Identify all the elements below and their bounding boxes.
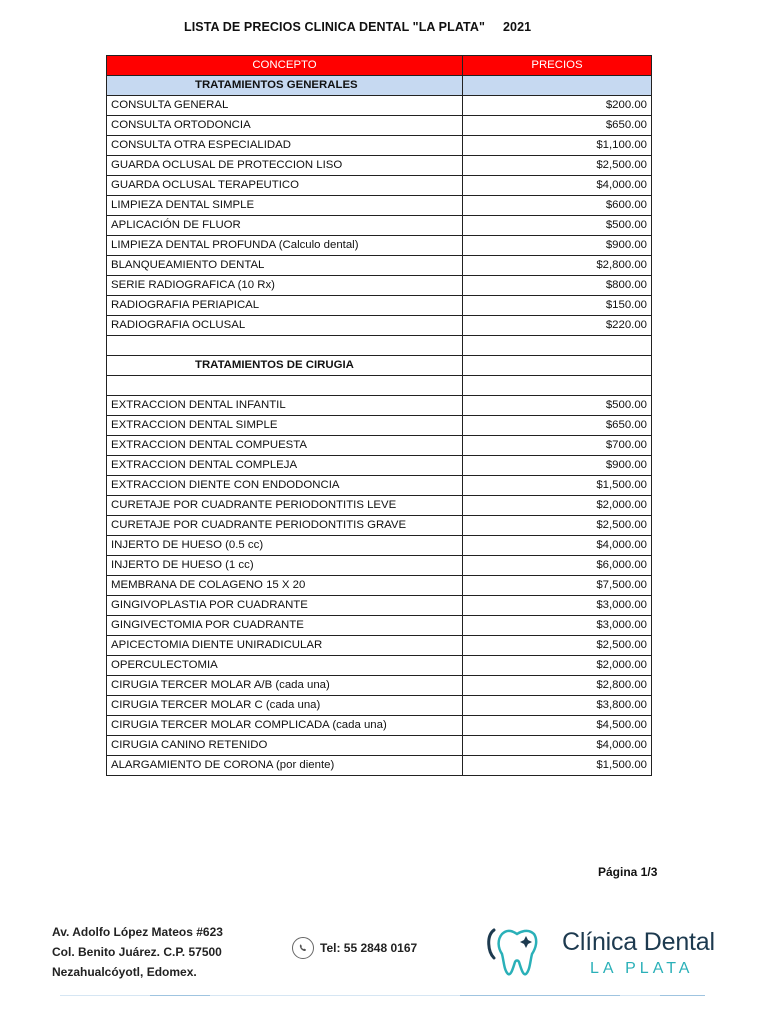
table-row (107, 516, 652, 536)
concept-cell: CIRUGIA CANINO RETENIDO (107, 736, 463, 756)
concept-cell: CONSULTA GENERAL (107, 96, 463, 116)
concept-cell: EXTRACCION DIENTE CON ENDODONCIA (107, 476, 463, 496)
concept-cell: EXTRACCION DENTAL COMPLEJA (107, 456, 463, 476)
price-cell: $2,500.00 (463, 636, 652, 656)
price-cell: $500.00 (463, 216, 652, 236)
table-row (107, 736, 652, 756)
title-year: 2021 (503, 20, 532, 34)
concept-cell: GUARDA OCLUSAL TERAPEUTICO (107, 176, 463, 196)
blank-row (107, 376, 652, 396)
table-row (107, 436, 652, 456)
table-row (107, 176, 652, 196)
table-row (107, 256, 652, 276)
footer-address (52, 922, 223, 982)
section-title-surgery: TRATAMIENTOS DE CIRUGIA (107, 356, 463, 376)
concept-cell: OPERCULECTOMIA (107, 656, 463, 676)
price-cell: $600.00 (463, 196, 652, 216)
concept-cell: CURETAJE POR CUADRANTE PERIODONTITIS LEVE (107, 496, 463, 516)
concept-cell: CURETAJE POR CUADRANTE PERIODONTITIS GRAVE (107, 516, 463, 536)
concept-cell: INJERTO DE HUESO (1 cc) (107, 556, 463, 576)
table-row (107, 476, 652, 496)
price-cell: $7,500.00 (463, 576, 652, 596)
phone-number: Tel: 55 2848 0167 (320, 941, 418, 955)
price-cell: $800.00 (463, 276, 652, 296)
concept-cell: CIRUGIA TERCER MOLAR A/B (cada una) (107, 676, 463, 696)
column-header-concept: CONCEPTO (107, 56, 463, 76)
price-cell: $2,500.00 (463, 516, 652, 536)
concept-cell: LIMPIEZA DENTAL SIMPLE (107, 196, 463, 216)
whatsapp-icon (292, 937, 314, 959)
price-cell: $1,500.00 (463, 756, 652, 776)
concept-cell: RADIOGRAFIA PERIAPICAL (107, 296, 463, 316)
table-row (107, 596, 652, 616)
table-row (107, 656, 652, 676)
concept-cell: CIRUGIA TERCER MOLAR COMPLICADA (cada una) (107, 716, 463, 736)
price-cell: $220.00 (463, 316, 652, 336)
section-row-surgery (107, 356, 652, 376)
table-row (107, 136, 652, 156)
price-cell: $650.00 (463, 416, 652, 436)
concept-cell: EXTRACCION DENTAL SIMPLE (107, 416, 463, 436)
page-number: Página 1/3 (598, 865, 658, 879)
price-cell: $6,000.00 (463, 556, 652, 576)
table-row (107, 456, 652, 476)
concept-cell: CIRUGIA TERCER MOLAR C (cada una) (107, 696, 463, 716)
price-cell: $2,800.00 (463, 256, 652, 276)
concept-cell: ALARGAMIENTO DE CORONA (por diente) (107, 756, 463, 776)
price-cell: $4,500.00 (463, 716, 652, 736)
concept-cell: LIMPIEZA DENTAL PROFUNDA (Calculo dental) (107, 236, 463, 256)
table-row (107, 96, 652, 116)
concept-cell: INJERTO DE HUESO (0.5 cc) (107, 536, 463, 556)
price-cell: $500.00 (463, 396, 652, 416)
address-line: Nezahualcóyotl, Edomex. (52, 965, 197, 979)
price-cell: $900.00 (463, 456, 652, 476)
concept-cell: EXTRACCION DENTAL COMPUESTA (107, 436, 463, 456)
price-cell: $150.00 (463, 296, 652, 316)
table-row (107, 576, 652, 596)
table-row (107, 676, 652, 696)
table-row (107, 616, 652, 636)
price-cell: $4,000.00 (463, 536, 652, 556)
concept-cell: BLANQUEAMIENTO DENTAL (107, 256, 463, 276)
price-cell: $3,000.00 (463, 596, 652, 616)
price-cell: $2,500.00 (463, 156, 652, 176)
section-row-general (107, 76, 652, 96)
clinic-logo (484, 922, 744, 982)
table-row (107, 756, 652, 776)
general-section (107, 76, 652, 336)
table-row (107, 696, 652, 716)
table-row (107, 496, 652, 516)
table-row (107, 316, 652, 336)
price-cell: $1,500.00 (463, 476, 652, 496)
price-cell: $1,100.00 (463, 136, 652, 156)
concept-cell: APICECTOMIA DIENTE UNIRADICULAR (107, 636, 463, 656)
concept-cell: GINGIVOPLASTIA POR CUADRANTE (107, 596, 463, 616)
concept-cell: APLICACIÓN DE FLUOR (107, 216, 463, 236)
table-row (107, 716, 652, 736)
price-cell: $2,000.00 (463, 496, 652, 516)
price-cell: $3,000.00 (463, 616, 652, 636)
column-header-price: PRECIOS (463, 56, 652, 76)
table-row (107, 636, 652, 656)
concept-cell: GINGIVECTOMIA POR CUADRANTE (107, 616, 463, 636)
price-table (106, 55, 652, 776)
footer-phone (292, 937, 417, 959)
address-line: Col. Benito Juárez. C.P. 57500 (52, 945, 222, 959)
table-row (107, 536, 652, 556)
table-header-row (107, 56, 652, 76)
table-row (107, 196, 652, 216)
table-row (107, 236, 652, 256)
price-cell: $4,000.00 (463, 176, 652, 196)
price-cell: $700.00 (463, 436, 652, 456)
surgery-section (107, 336, 652, 776)
tooth-logo-icon (484, 922, 550, 980)
price-cell: $900.00 (463, 236, 652, 256)
price-cell: $3,800.00 (463, 696, 652, 716)
brand-name: Clínica Dental (562, 928, 715, 956)
concept-cell: SERIE RADIOGRAFICA (10 Rx) (107, 276, 463, 296)
concept-cell: CONSULTA ORTODONCIA (107, 116, 463, 136)
price-cell: $2,800.00 (463, 676, 652, 696)
concept-cell: MEMBRANA DE COLAGENO 15 X 20 (107, 576, 463, 596)
concept-cell: GUARDA OCLUSAL DE PROTECCION LISO (107, 156, 463, 176)
price-cell: $4,000.00 (463, 736, 652, 756)
section-title-general: TRATAMIENTOS GENERALES (107, 76, 463, 96)
blank-row (107, 336, 652, 356)
concept-cell: CONSULTA OTRA ESPECIALIDAD (107, 136, 463, 156)
table-row (107, 216, 652, 236)
footer-divider (60, 995, 705, 996)
table-row (107, 396, 652, 416)
address-line: Av. Adolfo López Mateos #623 (52, 925, 223, 939)
section-empty-cell (463, 356, 652, 376)
table-row (107, 156, 652, 176)
brand-subtitle: LA PLATA (590, 960, 694, 977)
table-row (107, 556, 652, 576)
table-row (107, 296, 652, 316)
table-row (107, 416, 652, 436)
table-row (107, 276, 652, 296)
price-cell: $200.00 (463, 96, 652, 116)
price-cell: $2,000.00 (463, 656, 652, 676)
price-cell: $650.00 (463, 116, 652, 136)
concept-cell: EXTRACCION DENTAL INFANTIL (107, 396, 463, 416)
concept-cell: RADIOGRAFIA OCLUSAL (107, 316, 463, 336)
title-text: LISTA DE PRECIOS CLINICA DENTAL "LA PLATA" (184, 20, 486, 34)
section-empty-cell (463, 76, 652, 96)
table-row (107, 116, 652, 136)
